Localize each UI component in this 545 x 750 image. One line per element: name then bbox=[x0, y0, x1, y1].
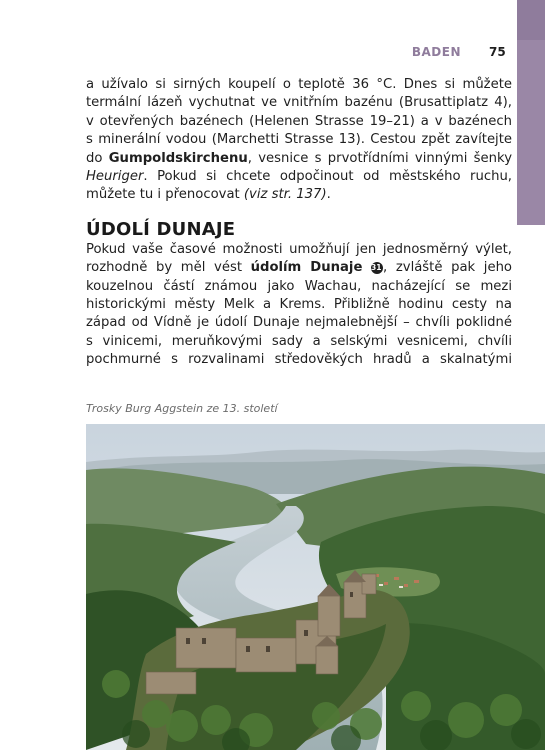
text-line: pochmurné s rozvalinami středověkých hradů a skalnatými bbox=[86, 352, 512, 368]
term-heuriger: Heuriger bbox=[86, 169, 144, 185]
text-line: historickými městy Melk a Krems. Přibližně hodinu cesty na bbox=[86, 297, 512, 313]
paragraph-baden bbox=[86, 76, 512, 205]
main-text bbox=[86, 76, 512, 370]
text-line: s vinicemi, meruňkovými sady a selskými vesnicemi, chvíli bbox=[86, 333, 512, 349]
text-line: s minerální vodou (Marchetti Strasse 13). Cestou zpět zavítejte bbox=[86, 132, 512, 148]
running-header bbox=[0, 44, 517, 64]
place-name-gumpoldskirchen: Gumpoldskirchenu bbox=[108, 150, 248, 166]
text-line: do Gumpoldskirchenu, vesnice s prvotřídními vinnými šenky bbox=[86, 150, 512, 166]
text-line: Pokud vaše časové možnosti umožňují jen jednosměrný výlet, bbox=[86, 241, 512, 257]
text-line: západ od Vídně je údolí Dunaje nejmalebnější – chvíli poklidné bbox=[86, 315, 512, 331]
chapter-color-tab-top bbox=[517, 0, 545, 40]
text-line: kouzelnou částí známou jako Wachau, nacházející se mezi bbox=[86, 278, 512, 294]
text-line: Heuriger. Pokud si chcete odpočinout od městského ruchu, bbox=[86, 169, 512, 185]
photo-burg-aggstein bbox=[86, 424, 545, 750]
section-label: BADEN bbox=[411, 45, 461, 59]
page-reference: (viz str. 137) bbox=[243, 187, 327, 203]
text-line: rozhodně by měl vést údolím Dunaje 31 , zvláště pak jeho bbox=[86, 260, 512, 276]
map-marker-icon: 31 bbox=[371, 263, 382, 273]
paragraph-danube-valley bbox=[86, 241, 512, 370]
text-line: a užívalo si sirných koupelí o teplotě 36 °C. Dnes si můžete bbox=[86, 77, 512, 92]
text-line: můžete tu i přenocovat (viz str. 137). bbox=[86, 187, 331, 203]
page-number: 75 bbox=[489, 45, 506, 59]
section-heading: ÚDOLÍ DUNAJE bbox=[86, 218, 236, 240]
photo-caption: Trosky Burg Aggstein ze 13. století bbox=[86, 402, 278, 415]
place-name-danube-valley: údolím Dunaje bbox=[250, 260, 363, 276]
text-line: termální lázeň vychutnat ve vnitřním bazénu (Brusattiplatz 4), bbox=[86, 95, 512, 111]
text-line: v otevřených bazénech (Helenen Strasse 19–21) a v bazénech bbox=[86, 113, 512, 129]
